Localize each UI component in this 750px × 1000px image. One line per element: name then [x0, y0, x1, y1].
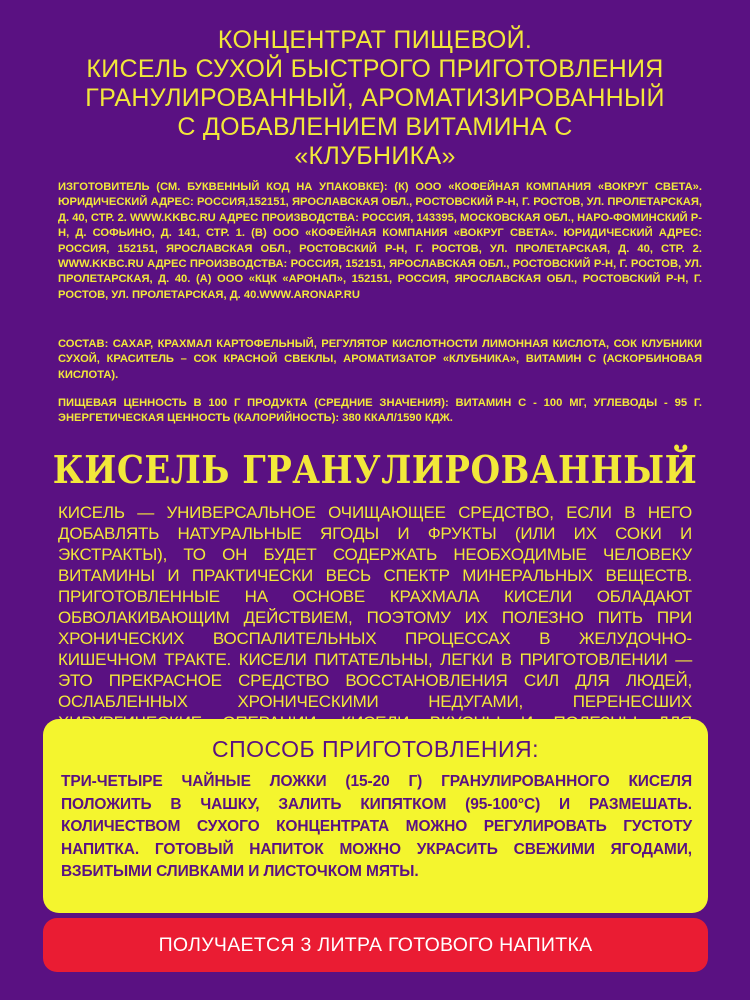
- product-title-line: «КЛУБНИКА»: [294, 142, 456, 170]
- product-title-line: С ДОБАВЛЕНИЕМ ВИТАМИНА С: [177, 113, 573, 141]
- section-heading: КИСЕЛЬ ГРАНУЛИРОВАННЫЙ: [52, 448, 698, 494]
- yield-banner: [43, 918, 708, 972]
- product-title-line: ГРАНУЛИРОВАННЫЙ, АРОМАТИЗИРОВАННЫЙ: [85, 84, 665, 112]
- composition-info: СОСТАВ: САХАР, КРАХМАЛ КАРТОФЕЛЬНЫЙ, РЕГУЛЯТОР КИСЛОТНОСТИ ЛИМОННАЯ КИСЛОТА, СОК КЛУБНИКИ СУХОЙ, КРАСИТЕЛЬ – СОК КРАСНОЙ СВЕКЛЫ, АРОМАТИЗАТОР «КЛУБНИКА», ВИТАМИН С (АСКОРБИНОВАЯ КИСЛОТА).: [58, 338, 702, 381]
- manufacturer-info: ИЗГОТОВИТЕЛЬ (СМ. БУКВЕННЫЙ КОД НА УПАКОВКЕ): (К) ООО «КОФЕЙНАЯ КОМПАНИЯ «ВОКРУГ СВЕТА». ЮРИДИЧЕСКИЙ АДРЕС: РОССИЯ,152151, ЯРОСЛАВСКАЯ ОБЛ., РОСТОВСКИЙ Р-Н, Г. РОСТОВ, УЛ. ПРОЛЕТАРСКАЯ, Д. 40, СТР. 2. WWW.KKBC.RU АДРЕС ПРОИЗВОДСТВА: РОССИЯ, 143395, МОСКОВСКАЯ ОБЛ., НАРО-ФОМИНСКИЙ Р-Н, Д. СОФЬИНО, Д. 141, СТР. 1. (В) ООО «КОФЕЙНАЯ КОМПАНИЯ «ВОКРУГ СВЕТА». ЮРИДИЧЕСКИЙ АДРЕС: РОССИЯ, 152151, ЯРОСЛАВСКАЯ ОБЛ., РОСТОВСКИЙ Р-Н, Г. РОСТОВ, УЛ. ПРОЛЕТАРСКАЯ, Д. 40, СТР. 2. WWW.KKBC.RU АДРЕС ПРОИЗВОДСТВА: РОССИЯ, 152151, ЯРОСЛАВСКАЯ ОБЛ., РОСТОВСКИЙ Р-Н, Г. РОСТОВ, УЛ. ПРОЛЕТАРСКАЯ, Д. 40. (А) ООО «КЦК «АРОНАП», 152151, РОССИЯ, ЯРОСЛАВСКАЯ ОБЛ., РОСТОВСКИЙ Р-Н, Г. РОСТОВ, УЛ. ПРОЛЕТАРСКАЯ, Д. 40.WWW.ARONAP.RU: [58, 181, 702, 301]
- product-title: [40, 26, 710, 171]
- nutrition-info: ПИЩЕВАЯ ЦЕННОСТЬ В 100 Г ПРОДУКТА (СРЕДНИЕ ЗНАЧЕНИЯ): ВИТАМИН С - 100 МГ, УГЛЕВОДЫ - 95 Г. ЭНЕРГЕТИЧЕСКАЯ ЦЕННОСТЬ (КАЛОРИЙНОСТЬ): 380 ККАЛ/1590 КДЖ.: [58, 397, 702, 425]
- product-description: КИСЕЛЬ — УНИВЕРСАЛЬНОЕ ОЧИЩАЮЩЕЕ СРЕДСТВО, ЕСЛИ В НЕГО ДОБАВЛЯТЬ НАТУРАЛЬНЫЕ ЯГОДЫ И ФРУКТЫ (ИЛИ ИХ СОКИ И ЭКСТРАКТЫ), ТО ОН БУДЕТ СОДЕРЖАТЬ НЕОБХОДИМЫЕ ЧЕЛОВЕКУ ВИТАМИНЫ И ПРАКТИЧЕСКИ ВЕСЬ СПЕКТР МИНЕРАЛЬНЫХ ВЕЩЕСТВ. ПРИГОТОВЛЕННЫЕ НА ОСНОВЕ КРАХМАЛА КИСЕЛИ ОБЛАДАЮТ ОБВОЛАКИВАЮЩИМ ДЕЙСТВИЕМ, ПОЭТОМУ ИХ ПОЛЕЗНО ПИТЬ ПРИ ХРОНИЧЕСКИХ ВОСПАЛИТЕЛЬНЫХ ПРОЦЕССАХ В ЖЕЛУДОЧНО-КИШЕЧНОМ ТРАКТЕ. КИСЕЛИ ПИТАТЕЛЬНЫ, ЛЕГКИ В ПРИГОТОВЛЕНИИ — ЭТО ПРЕКРАСНОЕ СРЕДСТВО ВОССТАНОВЛЕНИЯ СИЛ ДЛЯ ЛЮДЕЙ, ОСЛАБЛЕННЫХ ХРОНИЧЕСКИМИ НЕДУГАМИ, ПЕРЕНЕСШИХ: [58, 503, 692, 711]
- yield-text: ПОЛУЧАЕТСЯ 3 ЛИТРА ГОТОВОГО НАПИТКА: [158, 934, 593, 956]
- preparation-panel: [43, 719, 708, 913]
- product-title-line: КОНЦЕНТРАТ ПИЩЕВОЙ.: [217, 26, 533, 54]
- preparation-text: ТРИ-ЧЕТЫРЕ ЧАЙНЫЕ ЛОЖКИ (15-20 Г) ГРАНУЛИРОВАННОГО КИСЕЛЯ ПОЛОЖИТЬ В ЧАШКУ, ЗАЛИТЬ КИПЯТКОМ (95-100°С) И РАЗМЕШАТЬ. КОЛИЧЕСТВОМ СУХОГО КОНЦЕНТРАТА МОЖНО РЕГУЛИРОВАТЬ ГУСТОТУ НАПИТКА. ГОТОВЫЙ НАПИТОК МОЖНО УКРАСИТЬ СВЕЖИМИ ЯГОДАМИ, ВЗБИТЫМИ СЛИВКАМИ И ЛИСТОЧКОМ МЯТЫ.: [61, 773, 692, 880]
- product-title-line: КИСЕЛЬ СУХОЙ БЫСТРОГО ПРИГОТОВЛЕНИЯ: [86, 55, 664, 83]
- preparation-title: СПОСОБ ПРИГОТОВЛЕНИЯ:: [211, 736, 540, 762]
